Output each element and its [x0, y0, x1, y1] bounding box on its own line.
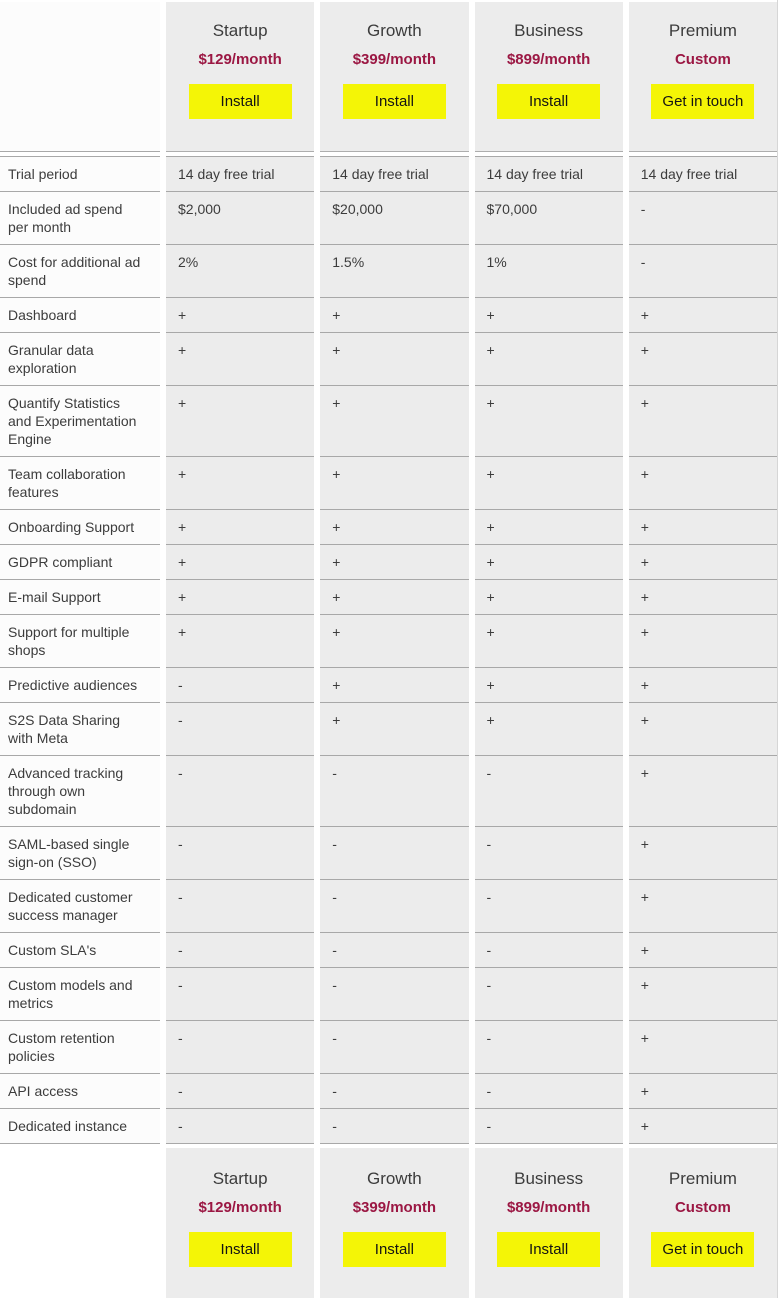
feature-value: +	[629, 1021, 777, 1074]
feature-label: Custom SLA's	[0, 933, 160, 968]
plan-price: $899/month	[506, 51, 591, 68]
feature-value: +	[166, 386, 314, 457]
feature-value: +	[475, 298, 623, 333]
plan-price: $129/month	[198, 1199, 282, 1216]
feature-value: +	[629, 615, 777, 668]
feature-value: +	[629, 510, 777, 545]
feature-value: -	[166, 880, 314, 933]
plan-name: Business	[514, 1169, 584, 1188]
plan-name: Startup	[212, 21, 268, 40]
feature-value: +	[475, 386, 623, 457]
feature-label: S2S Data Sharing with Meta	[0, 703, 160, 756]
feature-row	[0, 333, 777, 386]
feature-value: +	[320, 298, 468, 333]
feature-rows	[0, 156, 777, 1144]
feature-row	[0, 156, 777, 192]
feature-value: 1.5%	[320, 245, 468, 298]
get-in-touch-button[interactable]: Get in touch	[651, 84, 754, 119]
feature-value: 2%	[166, 245, 314, 298]
feature-label: Granular data exploration	[0, 333, 160, 386]
plan-column-growth	[320, 1148, 468, 1298]
feature-value: +	[320, 333, 468, 386]
feature-row	[0, 1109, 777, 1144]
plan-price: $399/month	[352, 1199, 437, 1216]
feature-value: +	[475, 703, 623, 756]
feature-value: -	[320, 827, 468, 880]
feature-row	[0, 968, 777, 1021]
feature-row	[0, 756, 777, 827]
feature-value: +	[629, 1074, 777, 1109]
feature-row	[0, 933, 777, 968]
feature-value: -	[166, 703, 314, 756]
plan-price: $399/month	[352, 51, 437, 68]
feature-value: -	[166, 668, 314, 703]
feature-value: -	[166, 1021, 314, 1074]
feature-value: +	[629, 827, 777, 880]
feature-value: +	[166, 298, 314, 333]
feature-value: +	[629, 545, 777, 580]
feature-label: Team collaboration features	[0, 457, 160, 510]
feature-row	[0, 703, 777, 756]
feature-value: +	[629, 880, 777, 933]
feature-value: -	[475, 968, 623, 1021]
feature-row	[0, 545, 777, 580]
feature-value: -	[320, 1074, 468, 1109]
feature-value: -	[320, 1109, 468, 1144]
feature-value: +	[475, 545, 623, 580]
plan-column-premium	[629, 1148, 777, 1298]
feature-value: +	[166, 333, 314, 386]
feature-value: +	[166, 615, 314, 668]
feature-value: -	[629, 192, 777, 245]
feature-value: +	[475, 333, 623, 386]
feature-row	[0, 668, 777, 703]
feature-value: +	[629, 457, 777, 510]
feature-row	[0, 827, 777, 880]
feature-value: +	[320, 457, 468, 510]
feature-value: -	[320, 968, 468, 1021]
feature-value: +	[629, 580, 777, 615]
feature-value: +	[475, 615, 623, 668]
feature-value: -	[475, 756, 623, 827]
feature-value: +	[629, 703, 777, 756]
feature-row	[0, 1021, 777, 1074]
feature-value: +	[629, 668, 777, 703]
install-button[interactable]: Install	[189, 1232, 292, 1267]
feature-value: +	[166, 457, 314, 510]
plan-column-premium	[629, 2, 777, 152]
feature-value: +	[320, 545, 468, 580]
feature-value: +	[629, 386, 777, 457]
feature-value: -	[166, 827, 314, 880]
feature-value: +	[320, 668, 468, 703]
feature-value: -	[166, 968, 314, 1021]
plan-name: Growth	[366, 1169, 422, 1188]
feature-value: -	[320, 756, 468, 827]
feature-value: +	[629, 1109, 777, 1144]
install-button[interactable]: Install	[497, 84, 600, 119]
feature-value: -	[475, 1021, 623, 1074]
plan-column-business	[475, 2, 623, 152]
feature-row	[0, 580, 777, 615]
install-button[interactable]: Install	[189, 84, 292, 119]
feature-value: -	[475, 1109, 623, 1144]
feature-value: +	[629, 298, 777, 333]
plan-name: Premium	[668, 21, 737, 40]
feature-value: +	[320, 615, 468, 668]
plan-column-startup	[166, 2, 314, 152]
feature-label: Support for multiple shops	[0, 615, 160, 668]
feature-value: -	[166, 756, 314, 827]
feature-value: -	[475, 933, 623, 968]
feature-value: +	[166, 510, 314, 545]
feature-value: 14 day free trial	[166, 156, 314, 192]
feature-value: +	[629, 968, 777, 1021]
feature-label: Cost for additional ad spend	[0, 245, 160, 298]
feature-label: API access	[0, 1074, 160, 1109]
feature-value: +	[629, 933, 777, 968]
plan-price: Custom	[674, 51, 731, 68]
feature-value: -	[166, 1109, 314, 1144]
feature-value: 14 day free trial	[629, 156, 777, 192]
feature-value: +	[166, 545, 314, 580]
feature-value: 14 day free trial	[475, 156, 623, 192]
feature-value: -	[320, 933, 468, 968]
feature-value: +	[475, 510, 623, 545]
feature-value: -	[320, 1021, 468, 1074]
feature-row	[0, 298, 777, 333]
feature-value: -	[475, 880, 623, 933]
plan-name: Business	[514, 21, 584, 40]
feature-label: GDPR compliant	[0, 545, 160, 580]
feature-label: Custom models and metrics	[0, 968, 160, 1021]
feature-value: +	[475, 457, 623, 510]
plan-name: Growth	[366, 21, 422, 40]
feature-label: Custom retention policies	[0, 1021, 160, 1074]
feature-label: Advanced tracking through own subdomain	[0, 756, 160, 827]
plans-footer	[0, 1148, 777, 1298]
feature-value: -	[629, 245, 777, 298]
feature-label: Quantify Statistics and Experimentation Engine	[0, 386, 160, 457]
feature-value: +	[475, 668, 623, 703]
feature-value: +	[475, 580, 623, 615]
plan-column-business	[475, 1148, 623, 1298]
feature-row	[0, 1074, 777, 1109]
feature-row	[0, 192, 777, 245]
feature-label: SAML-based single sign-on (SSO)	[0, 827, 160, 880]
feature-label: Predictive audiences	[0, 668, 160, 703]
plan-column-startup	[166, 1148, 314, 1298]
feature-value: -	[166, 1074, 314, 1109]
install-button[interactable]: Install	[343, 1232, 446, 1267]
feature-label: Dedicated customer success manager	[0, 880, 160, 933]
feature-value: -	[320, 880, 468, 933]
feature-value: -	[475, 827, 623, 880]
plan-price: $899/month	[506, 1199, 591, 1216]
feature-value: +	[629, 756, 777, 827]
plan-price: Custom	[674, 1199, 731, 1216]
feature-value: 1%	[475, 245, 623, 298]
feature-value: $20,000	[320, 192, 468, 245]
feature-label: Dashboard	[0, 298, 160, 333]
feature-row	[0, 457, 777, 510]
feature-row	[0, 245, 777, 298]
feature-row	[0, 880, 777, 933]
header-empty-corner	[0, 2, 160, 152]
feature-row	[0, 510, 777, 545]
install-button[interactable]: Install	[343, 84, 446, 119]
plans-header	[0, 2, 777, 152]
feature-value: +	[629, 333, 777, 386]
feature-label: Trial period	[0, 156, 160, 192]
feature-label: Included ad spend per month	[0, 192, 160, 245]
feature-value: $70,000	[475, 192, 623, 245]
plan-name: Premium	[668, 1169, 737, 1188]
feature-value: +	[166, 580, 314, 615]
plan-column-growth	[320, 2, 468, 152]
install-button[interactable]: Install	[497, 1232, 600, 1267]
plan-name: Startup	[212, 1169, 268, 1188]
feature-value: -	[475, 1074, 623, 1109]
footer-empty-corner	[0, 1148, 160, 1298]
feature-row	[0, 615, 777, 668]
feature-value: +	[320, 386, 468, 457]
feature-label: Onboarding Support	[0, 510, 160, 545]
feature-value: $2,000	[166, 192, 314, 245]
feature-value: 14 day free trial	[320, 156, 468, 192]
feature-label: Dedicated instance	[0, 1109, 160, 1144]
feature-value: +	[320, 703, 468, 756]
feature-value: +	[320, 510, 468, 545]
feature-row	[0, 386, 777, 457]
get-in-touch-button[interactable]: Get in touch	[651, 1232, 754, 1267]
feature-label: E-mail Support	[0, 580, 160, 615]
feature-value: -	[166, 933, 314, 968]
feature-value: +	[320, 580, 468, 615]
plan-price: $129/month	[198, 51, 282, 68]
